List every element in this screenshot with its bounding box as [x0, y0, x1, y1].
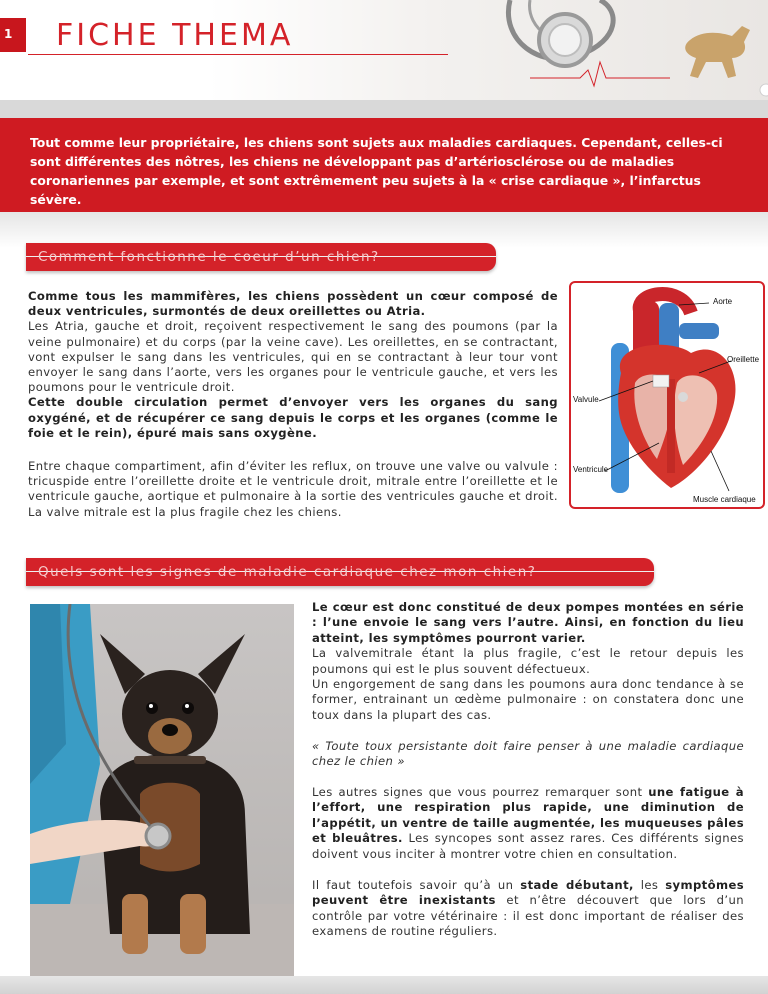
section2-heading: Quels sont les signes de maladie cardiaque chez mon chien? [38, 564, 537, 580]
page-header [0, 0, 768, 100]
section1-paragraph1 [28, 289, 558, 441]
dog-illustration [30, 604, 294, 976]
label-muscle: Muscle cardiaque [693, 495, 756, 504]
label-ventricule: Ventricule [573, 465, 609, 474]
header-underline [28, 54, 448, 55]
page-number: 1 [4, 27, 13, 41]
section2-paragraph4 [312, 878, 744, 940]
label-oreillette: Oreillette [727, 355, 760, 364]
heart-diagram [569, 281, 765, 509]
section2-p3-bold: une fatigue à l’effort, une respiration plus rapide, une diminution de l’appétit, un ventre de taille augmentée, les muqueuses pâles et bleuâtres. [312, 785, 744, 846]
section2-p3-b: Les syncopes sont assez rares. Ces différents signes doivent vous inciter à montrer votre chien en consultation. [312, 831, 744, 861]
section2-quote: « Toute toux persistante doit faire penser à une maladie cardiaque chez le chien » [312, 739, 744, 769]
section2-p4-c: et n’être découvert que lors d’un contrôle par votre vétérinaire : il est donc important de réaliser des examens de routine réguliers. [312, 893, 744, 939]
section2-p1-bold: Le cœur est donc constitué de deux pompes montées en série : l’une envoie le sang vers l’autre. Ainsi, en fonction du lieu atteint, les symptômes pourront varier. [312, 600, 744, 645]
document-title: FICHE THEMA [56, 18, 294, 53]
intro-band-top [0, 100, 768, 118]
section1-p1-bold2: Cette double circulation permet d’envoyer vers les organes du sang oxygéné, et de récupérer ce sang depuis le corps et les organes (comme le foie et le rein), épuré mais sans oxygène. [28, 395, 558, 440]
heart-illustration [571, 283, 765, 509]
intro-text: Tout comme leur propriétaire, les chiens sont sujets aux maladies cardiaques. Cependant, celles-ci sont différentes des nôtres, les chiens ne développant pas d’artériosclérose ou de maladies coronariennes par exemple, et sont extrêmement peu sujets à la « crise cardiaque », l’infarctus sévère. [30, 135, 723, 207]
section2-paragraph1 [312, 600, 744, 723]
dog-photo [30, 604, 294, 976]
section2-p1-text2: Un engorgement de sang dans les poumons aura donc tendance à se former, entrainant un œdème pulmonaire : on constatera donc une toux dans la plupart des cas. [312, 677, 744, 722]
label-aorte: Aorte [713, 297, 733, 306]
section2-p4-bold2: symptômes peuvent être inexistants [312, 878, 745, 908]
section1-paragraph2: Entre chaque compartiment, afin d’éviter les reflux, on trouve une valve ou valvule : tricuspide entre l’oreillette droite et le ventricule droit, mitrale entre l’oreillette et le ventricule gauche, aortique et pulmonaire à la sortie des ventricules gauche et droit. La valve mitrale est la plus fragile chez les chiens. [28, 459, 558, 519]
section1-p1-bold: Comme tous les mammifères, les chiens possèdent un cœur composé de deux ventricules, surmontés de deux oreillettes ou Atria. [28, 289, 558, 319]
stethoscope-dog-illustration [470, 0, 768, 100]
section2-p3-a: Les autres signes que vous pourrez remarquer sont [312, 785, 649, 799]
section2-p4-b: les [633, 878, 666, 892]
section2-paragraph3 [312, 785, 744, 862]
footer-bar [0, 976, 768, 994]
section2-p4-bold1: stade débutant, [520, 878, 634, 892]
section1-p1-text: Les Atria, gauche et droit, reçoivent respectivement le sang des poumons (par la veine pulmonaire) et du corps (par la veine cave). Les oreillettes, en se contractant, vont expulser le sang dans les ventricules, qui en se contractant à leur tour vont envoyer le sang dans l’aorte, vers les organes pour le ventricule gauche, et vers les poumons pour le ventricule droit. [28, 319, 558, 395]
section2-p4-a: Il faut toutefois savoir qu’à un [312, 878, 521, 892]
section2-p1-text1: La valvemitrale étant la plus fragile, c’est le retour depuis les poumons qui est le plus souvent défectueux. [312, 646, 744, 676]
section1-heading: Comment fonctionne le coeur d’un chien? [38, 249, 380, 265]
label-valvule: Valvule [573, 395, 599, 404]
